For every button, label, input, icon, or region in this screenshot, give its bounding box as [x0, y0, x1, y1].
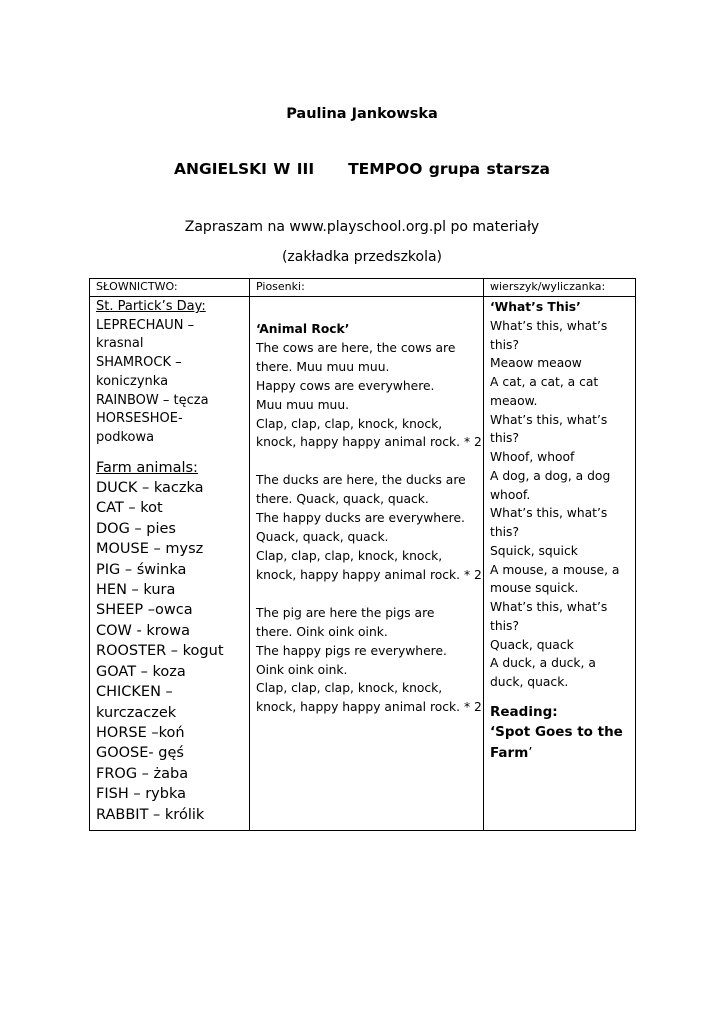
song-cell [250, 297, 484, 831]
vocab-item: GOOSE- gęś [96, 745, 184, 762]
invite-text: Zapraszam na www.playschool.org.pl po materiały [184, 219, 540, 235]
rhyme-line: A duck, a duck, a [490, 656, 596, 671]
vocab-item: RABBIT – królik [96, 806, 205, 823]
vocab-item: SHEEP –owca [96, 602, 193, 619]
song-line: The cows are here, the cows are [256, 340, 456, 355]
vocab-item: podkowa [96, 429, 155, 445]
rhyme-line: Whoof, whoof [490, 450, 575, 464]
vocab-item: koniczynka [96, 373, 169, 389]
vocab-item: CAT – kot [96, 500, 163, 517]
reading-title: Farm’ [490, 744, 533, 761]
rhyme-line: A dog, a dog, a dog [490, 468, 611, 483]
author-name: Paulina Jankowska [286, 106, 438, 122]
rhyme-line: this? [490, 525, 519, 539]
song-line: knock, happy happy animal rock. * 2 [256, 435, 482, 450]
tab-hint: (zakładka przedszkola) [281, 249, 443, 265]
song-line: there. Muu muu muu. [256, 359, 390, 374]
vocab-item: kurczaczek [96, 704, 177, 721]
vocab-item: RAINBOW – tęcza [96, 392, 209, 408]
song-line: Oink oink oink. [256, 662, 348, 677]
song-line: Clap, clap, clap, knock, knock, [256, 416, 443, 431]
song-line: there. Quack, quack, quack. [256, 492, 429, 507]
table-header-row [90, 279, 636, 297]
song-line: Muu muu muu. [256, 397, 350, 412]
rhyme-line: What’s this, what’s [490, 412, 608, 427]
vocab-item: HORSE –koń [96, 724, 185, 741]
rhyme-line: What’s this, what’s [490, 600, 608, 614]
song-line: The happy ducks are everywhere. [256, 511, 465, 526]
song-line: The happy pigs re everywhere. [256, 643, 447, 658]
rhyme-line: mouse squick. [490, 581, 579, 596]
rhyme-line: What’s this, what’s [490, 506, 608, 521]
header-songs: Piosenki: [250, 279, 484, 297]
song-title: ‘Animal Rock’ [256, 322, 350, 336]
rhyme-line: this? [490, 337, 519, 352]
vocab-item: krasnal [96, 336, 144, 352]
song-line: Happy cows are everywhere. [256, 378, 435, 393]
song-line: knock, happy happy animal rock. * 2 [256, 700, 482, 715]
title-left: ANGIELSKI W III [174, 160, 315, 178]
title-right: TEMPOO grupa starsza [348, 160, 550, 178]
vocab-heading-farm-animals: Farm animals: [96, 459, 198, 476]
rhyme-line: whoof. [490, 487, 531, 502]
rhyme-line: meaow. [490, 393, 538, 408]
vocab-item: MOUSE – mysz [96, 541, 204, 558]
rhyme-title: ‘What’s This’ [490, 300, 581, 314]
document-title [0, 160, 724, 178]
vocab-item: HEN – kura [96, 582, 176, 599]
vocab-item: PIG – świnka [96, 561, 187, 578]
rhyme-line: A cat, a cat, a cat [490, 375, 599, 389]
song-line: Clap, clap, clap, knock, knock, [256, 681, 443, 696]
song-line: Clap, clap, clap, knock, knock, [256, 548, 443, 563]
header-rhymes: wierszyk/wyliczanka: [484, 279, 636, 297]
vocab-item: SHAMROCK – [96, 355, 182, 371]
vocab-item: FISH – rybka [96, 786, 186, 803]
song-line: knock, happy happy animal rock. * 2 [256, 567, 482, 582]
vocab-item: CHICKEN – [96, 684, 173, 701]
table-body-row [90, 297, 636, 831]
rhyme-line: Quack, quack [490, 637, 574, 652]
reading-title: ‘Spot Goes to the [490, 724, 623, 741]
rhyme-line: this? [490, 431, 519, 446]
vocab-item: LEPRECHAUN – [96, 317, 195, 333]
song-line: there. Oink oink oink. [256, 624, 388, 639]
song-line: Quack, quack, quack. [256, 530, 389, 545]
reading-label: Reading: [490, 703, 558, 720]
song-line: The ducks are here, the ducks are [256, 473, 466, 488]
rhyme-line: What’s this, what’s [490, 318, 608, 333]
vocab-item: ROOSTER – kogut [96, 643, 224, 660]
vocab-heading-st-patricks: St. Partick’s Day: [96, 299, 206, 314]
header-vocabulary: SŁOWNICTWO: [90, 279, 250, 297]
rhyme-line: Meaow meaow [490, 356, 582, 371]
vocab-item: DUCK – kaczka [96, 480, 204, 497]
rhyme-line: Squick, squick [490, 543, 578, 558]
rhyme-line: duck, quack. [490, 675, 569, 689]
materials-table [89, 278, 636, 831]
rhyme-line: A mouse, a mouse, a [490, 562, 620, 577]
vocab-item: FROG – żaba [96, 765, 189, 782]
rhyme-cell [484, 297, 636, 831]
reading-title-quote: ’ [528, 744, 533, 761]
rhyme-line: this? [490, 618, 519, 633]
vocab-item: COW - krowa [96, 622, 190, 639]
vocabulary-cell [90, 297, 250, 831]
song-line: The pig are here the pigs are [256, 605, 435, 620]
vocab-item: DOG – pies [96, 520, 176, 537]
vocab-item: GOAT – koza [96, 663, 186, 680]
vocab-item: HORSESHOE- [96, 411, 183, 427]
